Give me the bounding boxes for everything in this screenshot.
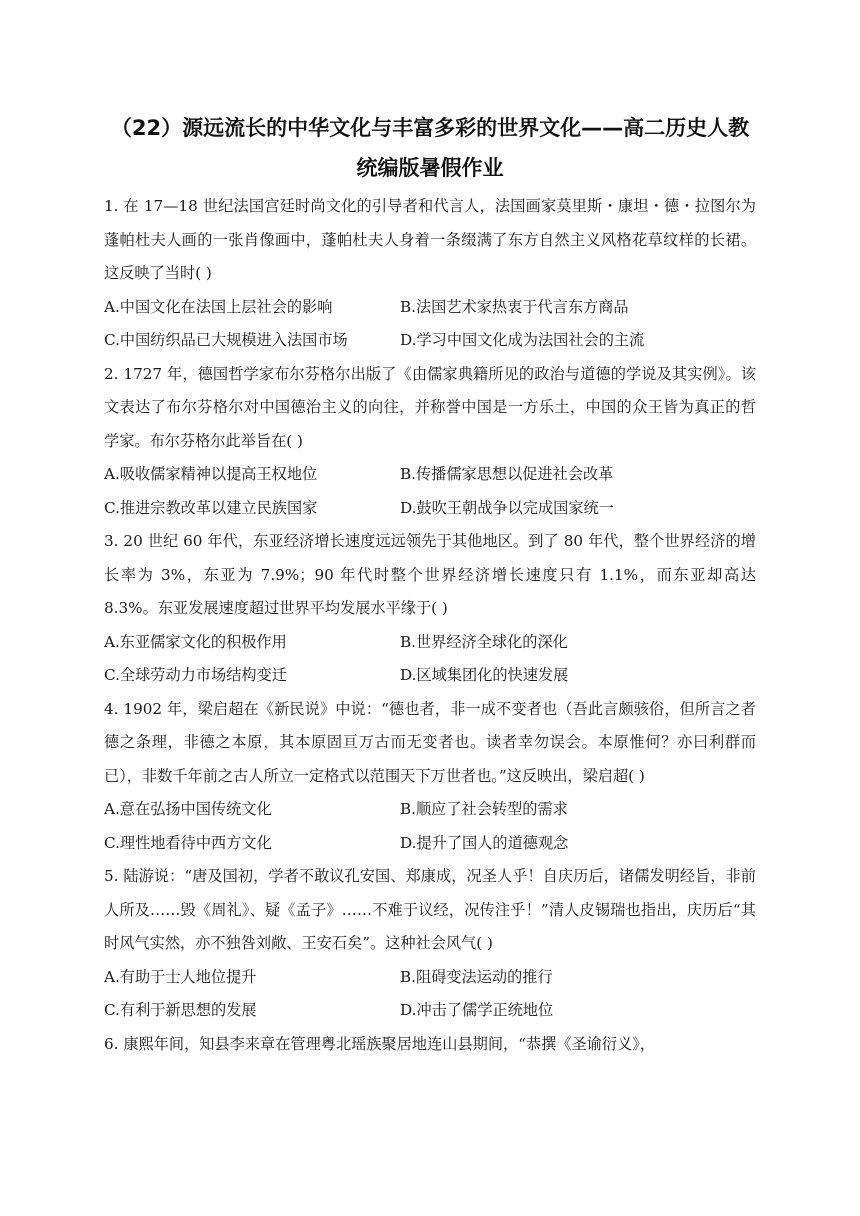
option-c: C.推进宗教改革以建立民族国家 [104, 498, 318, 517]
option-c: C.中国纺织品已大规模进入法国市场 [104, 331, 348, 349]
question-stem: 1. 在 17—18 世纪法国宫廷时尚文化的引导者和代言人，法国画家莫里斯・康坦・德・拉图尔为蓬帕杜夫人画的一张肖像画中，蓬帕杜夫人身着一条缀满了东方自然主义风格花草纹样的长裙。这反映了当时( ) [104, 197, 756, 282]
option-a: A.东亚儒家文化的积极作用 [104, 632, 287, 651]
option-c: C.理性地看待中西方文化 [104, 833, 272, 852]
option-b: B.世界经济全球化的深化 [400, 632, 568, 651]
option-d: D.区域集团化的快速发展 [400, 666, 569, 684]
option-a: A.中国文化在法国上层社会的影响 [104, 297, 333, 316]
option-d: D.鼓吹王朝战争以完成国家统一 [400, 498, 614, 517]
question-options [104, 961, 756, 1028]
question-5 [104, 860, 756, 1028]
question-3 [104, 525, 756, 693]
option-a: A.意在弘扬中国传统文化 [104, 800, 272, 818]
option-a: A.有助于士人地位提升 [104, 967, 257, 986]
option-b: B.传播儒家思想以促进社会改革 [400, 465, 614, 483]
option-c: C.全球劳动力市场结构变迁 [104, 666, 287, 684]
option-c: C.有利于新思想的发展 [104, 1001, 257, 1019]
question-stem: 3. 20 世纪 60 年代，东亚经济增长速度远远领先于其他地区。到了 80 年代，整个世界经济的增长率为 3%，东亚为 7.9%；90 年代时整个世界经济增长速度只有 1.1%，而东亚却高达 8.3%。东亚发展速度超过世界平均发展水平缘于( ) [104, 532, 756, 617]
question-options [104, 291, 756, 358]
option-b: B.阻碍变法运动的推行 [400, 967, 553, 986]
option-d: D.提升了国人的道德观念 [400, 833, 569, 852]
question-4 [104, 693, 756, 861]
question-stem: 6. 康熙年间，知县李来章在管理粤北瑶族聚居地连山县期间，“恭撰《圣谕衍义》， [104, 1034, 656, 1053]
question-stem: 4. 1902 年，梁启超在《新民说》中说：“德也者，非一成不变者也（吾此言颇骇俗，但所言之者德之条理，非德之本原，其本原固亘万古而无变者也。读者幸勿误会。本原惟何？亦曰利群而已），非数千年前之古人所立一定格式以范围天下万世者也。”这反映出，梁启超( ) [104, 699, 756, 785]
question-options [104, 793, 756, 860]
question-1 [104, 190, 756, 358]
question-6 [104, 1028, 756, 1062]
option-b: B.法国艺术家热衷于代言东方商品 [400, 297, 629, 316]
question-stem: 2. 1727 年，德国哲学家布尔芬格尔出版了《由儒家典籍所见的政治与道德的学说及其实例》。该文表达了布尔芬格尔对中国德治主义的向往，并称誉中国是一方乐土，中国的众王皆为真正的哲学家。布尔芬格尔此举旨在( ) [104, 364, 756, 450]
document-page [104, 108, 756, 1061]
option-d: D.学习中国文化成为法国社会的主流 [400, 331, 645, 349]
option-d: D.冲击了儒学正统地位 [400, 1001, 554, 1019]
option-b: B.顺应了社会转型的需求 [400, 800, 568, 818]
question-stem: 5. 陆游说：“唐及国初，学者不敢议孔安国、郑康成，况圣人乎！自庆历后，诸儒发明经旨，非前人所及……毁《周礼》、疑《孟子》……不难于议经，况传注乎！”清人皮锡瑞也指出，庆历后“其时风气实然，亦不独咎刘敞、王安石矣”。这种社会风气( ) [104, 867, 756, 952]
option-a: A.吸收儒家精神以提高王权地位 [104, 465, 318, 483]
question-options [104, 458, 756, 525]
document-title: （22）源远流长的中华文化与丰富多彩的世界文化——高二历史人教统编版暑假作业 [110, 116, 750, 180]
question-2 [104, 358, 756, 526]
question-options [104, 626, 756, 693]
